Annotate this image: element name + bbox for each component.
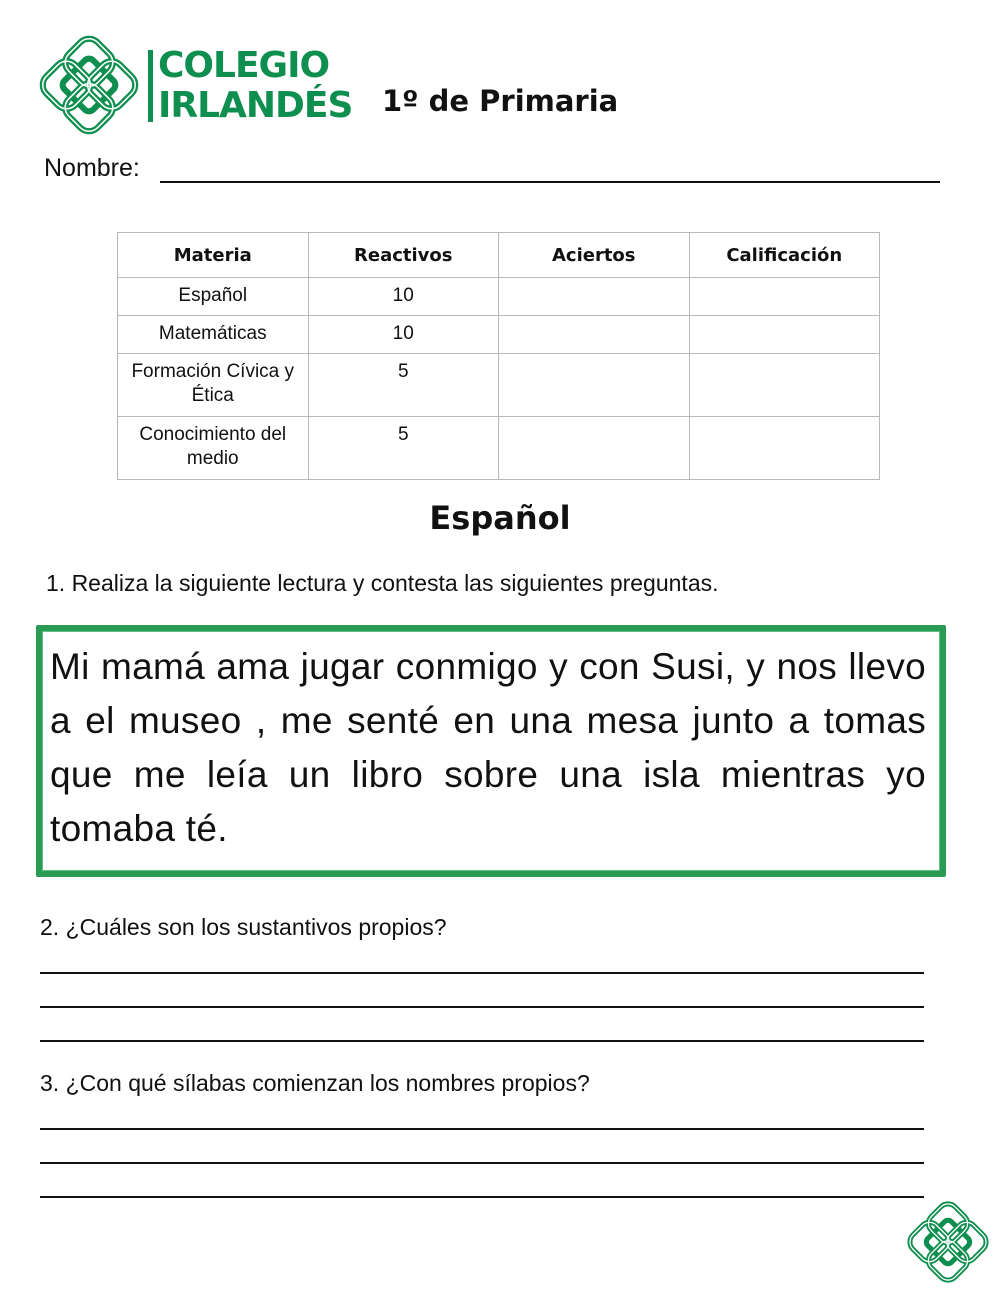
reading-text: Mi mamá ama jugar conmigo y con Susi, y nos llevo a el museo , me senté en una mesa junto a tomas que me leía un libro sobre una isla mientras yo tomaba té.	[50, 646, 926, 849]
nombre-answer-line[interactable]	[160, 181, 940, 183]
nombre-label: Nombre:	[44, 154, 140, 182]
logo-line-1: COLEGIO	[158, 45, 330, 86]
cell-materia: Conocimiento del medio	[118, 417, 309, 480]
cell-calificacion[interactable]	[689, 354, 880, 417]
grades-table	[117, 232, 880, 480]
logo-line-2: IRLANDÉS	[158, 85, 353, 126]
cell-reactivos: 10	[308, 278, 499, 316]
table-row	[118, 316, 880, 354]
celtic-knot-icon	[906, 1200, 990, 1284]
question-1: 1. Realiza la siguiente lectura y contesta las siguientes preguntas.	[46, 570, 719, 596]
header-reactivos: Reactivos	[308, 233, 499, 278]
cell-reactivos: 5	[308, 354, 499, 417]
answer-line[interactable]	[40, 1196, 924, 1198]
cell-calificacion[interactable]	[689, 278, 880, 316]
cell-calificacion[interactable]	[689, 316, 880, 354]
cell-aciertos[interactable]	[499, 417, 690, 480]
cell-materia: Formación Cívica y Ética	[118, 354, 309, 417]
cell-reactivos: 10	[308, 316, 499, 354]
answer-line[interactable]	[40, 1162, 924, 1164]
question-2: 2. ¿Cuáles son los sustantivos propios?	[40, 914, 447, 940]
section-title: Español	[429, 499, 571, 537]
answer-line[interactable]	[40, 1128, 924, 1130]
table-row	[118, 278, 880, 316]
cell-materia: Matemáticas	[118, 316, 309, 354]
answer-line[interactable]	[40, 1006, 924, 1008]
question-3: 3. ¿Con qué sílabas comienzan los nombres propios?	[40, 1070, 590, 1096]
table-row	[118, 354, 880, 417]
table-row	[118, 417, 880, 480]
answer-line[interactable]	[40, 972, 924, 974]
school-logo-text	[158, 46, 352, 126]
cell-aciertos[interactable]	[499, 278, 690, 316]
cell-reactivos: 5	[308, 417, 499, 480]
cell-aciertos[interactable]	[499, 354, 690, 417]
header-materia: Materia	[118, 233, 309, 278]
header-calificacion: Calificación	[689, 233, 880, 278]
grade-title: 1º de Primaria	[382, 84, 619, 118]
cell-materia: Español	[118, 278, 309, 316]
cell-calificacion[interactable]	[689, 417, 880, 480]
table-header-row	[118, 233, 880, 278]
header-aciertos: Aciertos	[499, 233, 690, 278]
logo-divider	[148, 50, 153, 122]
cell-aciertos[interactable]	[499, 316, 690, 354]
answer-line[interactable]	[40, 1040, 924, 1042]
celtic-knot-icon	[38, 34, 140, 136]
